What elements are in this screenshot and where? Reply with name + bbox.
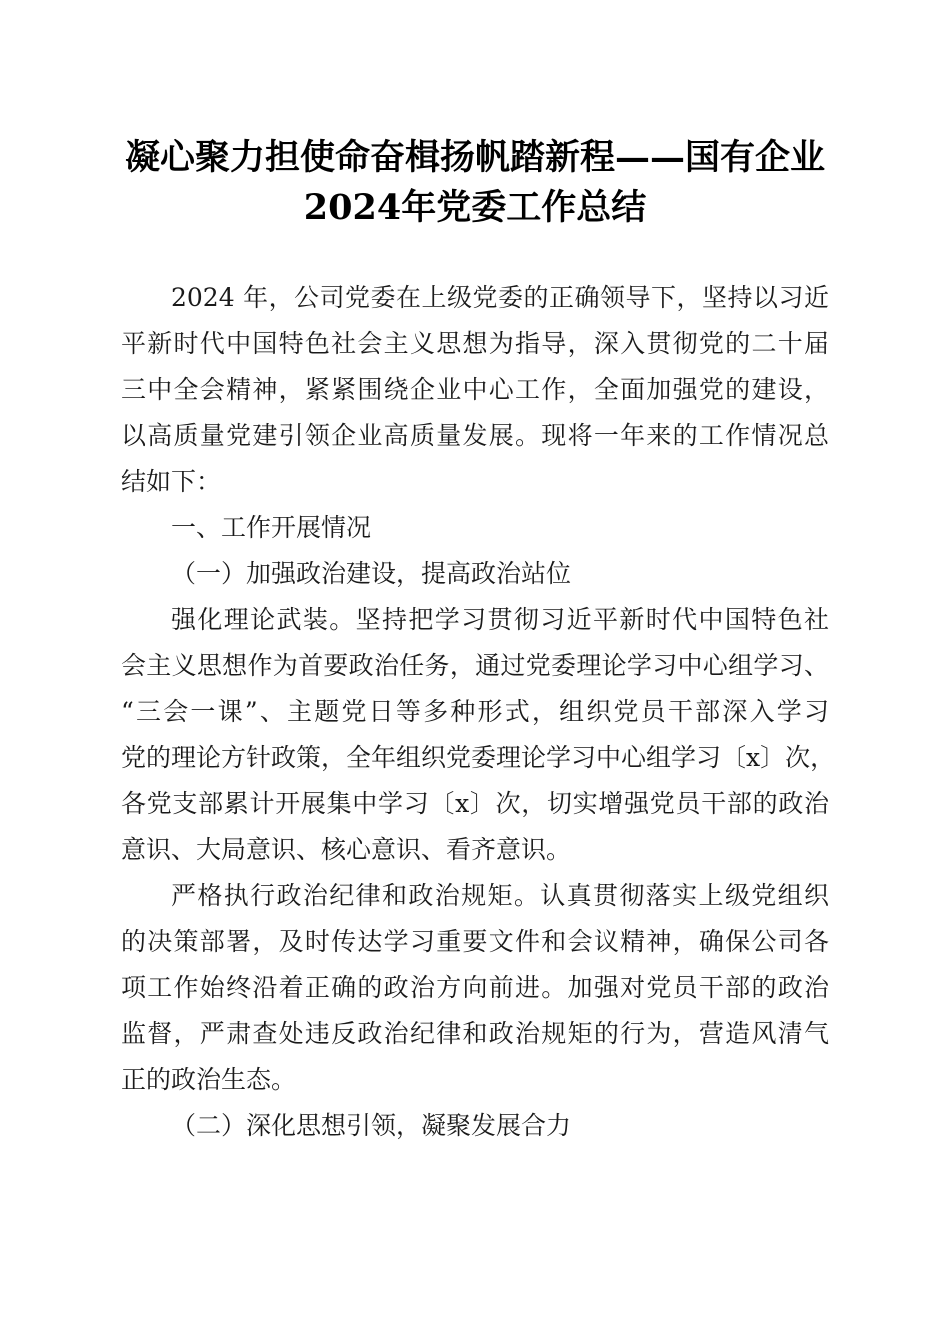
paragraph-line: 党的理论方针政策，全年组织党委理论学习中心组学习〔x〕次， <box>121 743 836 772</box>
subsection-heading: （一）加强政治建设，提高政治站位 <box>171 559 572 588</box>
paragraph-line: 强化理论武装。坚持把学习贯彻习近平新时代中国特色社 <box>171 605 829 634</box>
intro-line: 2024 年，公司党委在上级党委的正确领导下，坚持以习近 <box>171 283 829 312</box>
document-title-line-2: 2024年党委工作总结 <box>303 187 647 228</box>
paragraph-line: 监督，严肃查处违反政治纪律和政治规矩的行为，营造风清气 <box>121 1019 829 1048</box>
subsection-heading: （二）深化思想引领，凝聚发展合力 <box>171 1111 572 1140</box>
intro-line: 以高质量党建引领企业高质量发展。现将一年来的工作情况总 <box>121 421 829 450</box>
section-heading: 一、工作开展情况 <box>171 513 372 542</box>
paragraph-line: 各党支部累计开展集中学习〔x〕次，切实增强党员干部的政治 <box>121 789 829 818</box>
paragraph-line: 会主义思想作为首要政治任务，通过党委理论学习中心组学习、 <box>121 651 829 680</box>
paragraph-line: 项工作始终沿着正确的政治方向前进。加强对党员干部的政治 <box>121 973 829 1002</box>
paragraph-line: 意识、大局意识、核心意识、看齐意识。 <box>121 835 572 864</box>
intro-line: 平新时代中国特色社会主义思想为指导，深入贯彻党的二十届 <box>121 329 829 358</box>
paragraph-line: 严格执行政治纪律和政治规矩。认真贯彻落实上级党组织 <box>171 881 829 910</box>
paragraph-line: “三会一课”、主题党日等多种形式，组织党员干部深入学习 <box>121 697 829 726</box>
document-title-line-1: 凝心聚力担使命奋楫扬帆踏新程——国有企业 <box>124 137 825 178</box>
intro-line: 结如下： <box>121 467 222 496</box>
paragraph-line: 正的政治生态。 <box>121 1065 297 1094</box>
paragraph-line: 的决策部署，及时传达学习重要文件和会议精神，确保公司各 <box>121 927 829 956</box>
intro-line: 三中全会精神，紧紧围绕企业中心工作，全面加强党的建设， <box>121 375 829 404</box>
